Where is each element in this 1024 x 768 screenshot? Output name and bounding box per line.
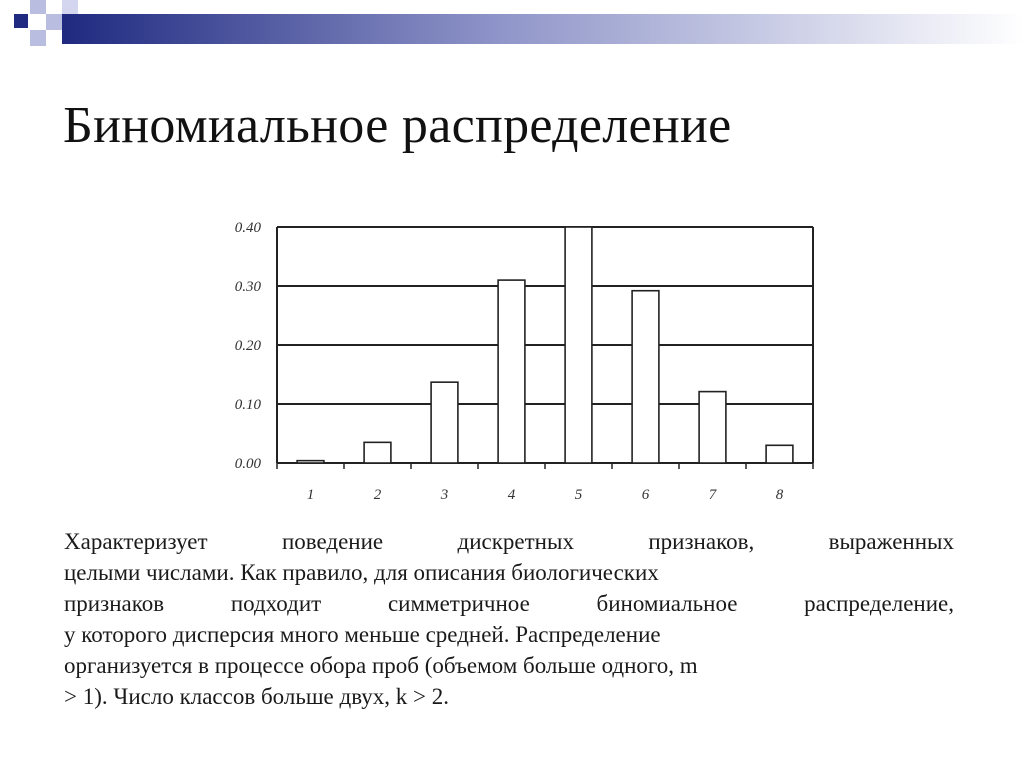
description-line-2: целыми числами. Как правило, для описания биологических — [64, 560, 659, 585]
slide-title: Биномиальное распределение — [63, 97, 732, 154]
x-tick-label-7: 7 — [708, 487, 717, 503]
description-line-5: организуется в процессе обора проб (объемом больше одного, m — [64, 653, 698, 678]
deco-square-lilac-2 — [46, 14, 62, 30]
description-line-6: > 1). Число классов больше двух, k > 2. — [64, 684, 449, 709]
x-tick-label-5: 5 — [574, 487, 583, 503]
x-tick-label-4: 4 — [507, 487, 516, 503]
y-tick-label-3: 0.30 — [234, 279, 261, 295]
description-line-3: признаков подходит симметричное биномиальное распределение, — [64, 591, 954, 616]
y-tick-label-4: 0.40 — [234, 220, 261, 236]
bar-chart-svg — [205, 205, 825, 510]
bar-5 — [565, 227, 592, 463]
x-tick-label-1: 1 — [306, 487, 315, 503]
x-tick-label-3: 3 — [440, 487, 449, 503]
deco-square-lilac-3 — [30, 30, 46, 46]
bar-chart — [205, 205, 825, 510]
x-tick-label-8: 8 — [775, 487, 784, 503]
bar-4 — [498, 280, 525, 463]
description-text — [64, 526, 954, 712]
description-line-1: Характеризует поведение дискретных признаков, выраженных — [64, 529, 954, 554]
description-line-4: у которого дисперсия много меньше средней. Распределение — [64, 622, 661, 647]
bar-2 — [364, 442, 391, 463]
bar-6 — [632, 291, 659, 463]
bar-7 — [699, 392, 726, 463]
deco-square-lilac-4 — [62, 0, 78, 14]
bar-1 — [297, 461, 324, 463]
bar-3 — [431, 382, 458, 463]
deco-square-lilac-1 — [30, 0, 46, 14]
x-tick-label-6: 6 — [641, 487, 650, 503]
decorative-header-pattern — [0, 0, 1024, 70]
y-tick-label-1: 0.10 — [234, 397, 261, 413]
deco-square-navy — [14, 14, 28, 28]
x-tick-label-2: 2 — [373, 487, 382, 503]
y-tick-label-2: 0.20 — [234, 338, 261, 354]
bar-8 — [766, 445, 793, 463]
header-gradient-bar — [62, 14, 1024, 44]
y-tick-label-0: 0.00 — [234, 456, 261, 472]
